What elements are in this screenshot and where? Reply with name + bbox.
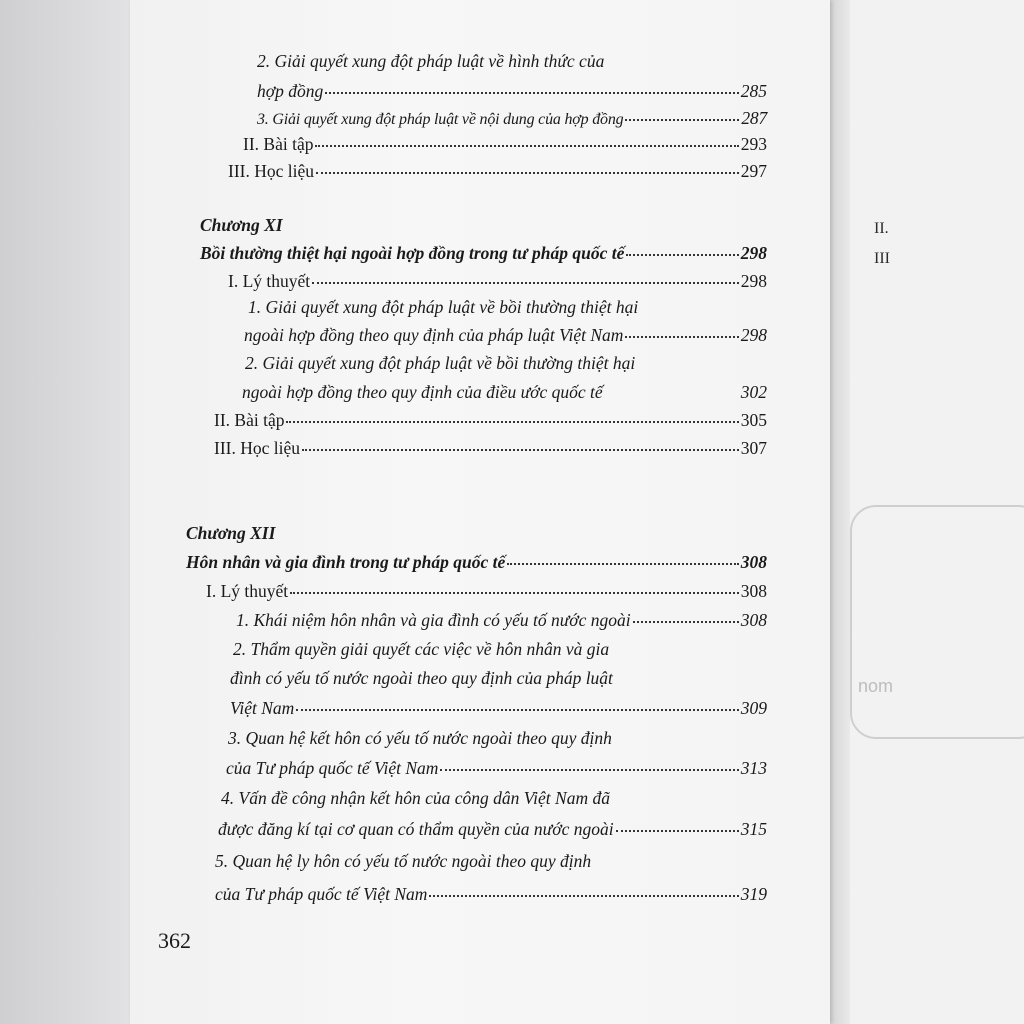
dot-leader (440, 768, 738, 771)
toc-entry (257, 80, 767, 102)
dot-leader (429, 894, 738, 897)
dot-leader (316, 171, 739, 174)
dot-leader (625, 118, 739, 121)
dot-leader (625, 335, 738, 338)
toc-entry-text: của Tư pháp quốc tế Việt Nam (215, 884, 428, 904)
dot-leader (315, 144, 738, 147)
dot-leader (325, 91, 739, 94)
toc-entry (206, 580, 767, 602)
toc-entry (230, 697, 767, 719)
toc-entry-text: II. Bài tập (243, 134, 314, 154)
toc-entry-text: 2. Thẩm quyền giải quyết các việc về hôn nhân và gia (233, 639, 610, 659)
toc-page-number: 285 (740, 81, 767, 101)
toc-entry-text: III. Học liệu (214, 438, 301, 458)
toc-chapter-entry (200, 242, 767, 264)
toc-entry (215, 883, 767, 905)
toc-page-number: 297 (740, 161, 767, 181)
dot-leader (296, 708, 738, 711)
toc-entry-text: I. Lý thuyết (228, 271, 311, 291)
toc-page-number: 315 (740, 819, 767, 839)
chapter-title: Hôn nhân và gia đình trong tư pháp quốc tế (186, 552, 506, 572)
toc-chapter-entry (186, 551, 767, 573)
toc-entry (228, 160, 767, 182)
dot-leader (616, 829, 739, 832)
toc-page-number: 287 (741, 108, 767, 128)
toc-entry-text: 2. Giải quyết xung đột pháp luật về bồi thường thiệt hại (245, 353, 636, 373)
toc-entry (228, 270, 767, 292)
background-left (0, 0, 130, 1024)
dot-leader (605, 392, 739, 395)
toc-entry-text: của Tư pháp quốc tế Việt Nam (226, 758, 439, 778)
page-number: 362 (158, 928, 191, 953)
toc-entry (218, 818, 767, 840)
toc-page-number: 305 (740, 410, 767, 430)
dot-leader (633, 620, 739, 623)
toc-page-number: 313 (740, 758, 767, 778)
toc-entry-text: 4. Vấn đề công nhận kết hôn của công dân Việt Nam đã (221, 788, 610, 808)
toc-entry (214, 409, 767, 431)
dot-leader (290, 591, 739, 594)
adjacent-page-fragment: III (874, 250, 890, 267)
toc-entry-text: III. Học liệu (228, 161, 315, 181)
toc-entry (236, 609, 767, 631)
toc-entry-text: I. Lý thuyết (206, 581, 289, 601)
toc-page-number: 307 (740, 438, 767, 458)
toc-entry-text: được đăng kí tại cơ quan có thẩm quyền của nước ngoài (218, 819, 614, 839)
toc-entry-text: II. Bài tập (214, 410, 285, 430)
toc-entry (242, 381, 767, 403)
dot-leader (302, 448, 739, 451)
chapter-title: Bồi thường thiệt hại ngoài hợp đồng trong tư pháp quốc tế (200, 243, 625, 263)
toc-entry-text: 5. Quan hệ ly hôn có yếu tố nước ngoài theo quy định (215, 851, 592, 871)
adjacent-page-fragment: II. (874, 220, 889, 237)
toc-entry-text: đình có yếu tố nước ngoài theo quy định của pháp luật (230, 668, 613, 688)
toc-entry-text: 1. Khái niệm hôn nhân và gia đình có yếu tố nước ngoài (236, 610, 631, 630)
toc-entry-text: ngoài hợp đồng theo quy định của điều ước quốc tế (242, 382, 603, 402)
toc-entry-text: 2. Giải quyết xung đột pháp luật về hình thức của (257, 51, 605, 71)
toc-entry (244, 324, 767, 346)
dot-leader (286, 420, 738, 423)
toc-entry-text: 1. Giải quyết xung đột pháp luật về bồi thường thiệt hại (248, 297, 639, 317)
toc-page-number: 308 (740, 610, 767, 630)
toc-entry-text: Việt Nam (230, 698, 295, 718)
chapter-label: Chương XI (200, 215, 283, 235)
toc-entry (226, 757, 767, 779)
toc-entry-text: hợp đồng (257, 81, 324, 101)
show-through-text: nom (858, 676, 894, 696)
toc-page-number: 298 (740, 325, 767, 345)
toc-page-number: 309 (740, 698, 767, 718)
toc-page-number: 308 (740, 552, 767, 572)
toc-page-number: 298 (740, 243, 767, 263)
dot-leader (312, 281, 739, 284)
toc-entry-text: 3. Quan hệ kết hôn có yếu tố nước ngoài theo quy định (228, 728, 612, 748)
toc-entry (243, 133, 767, 155)
toc-entry (257, 107, 767, 131)
toc-page-number: 298 (740, 271, 767, 291)
toc-entry-text: 3. Giải quyết xung đột pháp luật về nội dung của hợp đồng (257, 111, 624, 128)
show-through-box (850, 505, 1024, 739)
dot-leader (507, 562, 739, 565)
dot-leader (626, 253, 738, 256)
toc-page-number: 302 (740, 382, 767, 402)
toc-entry (214, 437, 767, 459)
toc-entry-text: ngoài hợp đồng theo quy định của pháp luật Việt Nam (244, 325, 624, 345)
toc-page-number: 308 (740, 581, 767, 601)
toc-page-number: 293 (740, 134, 767, 154)
chapter-label: Chương XII (186, 523, 276, 543)
toc-page-number: 319 (740, 884, 767, 904)
